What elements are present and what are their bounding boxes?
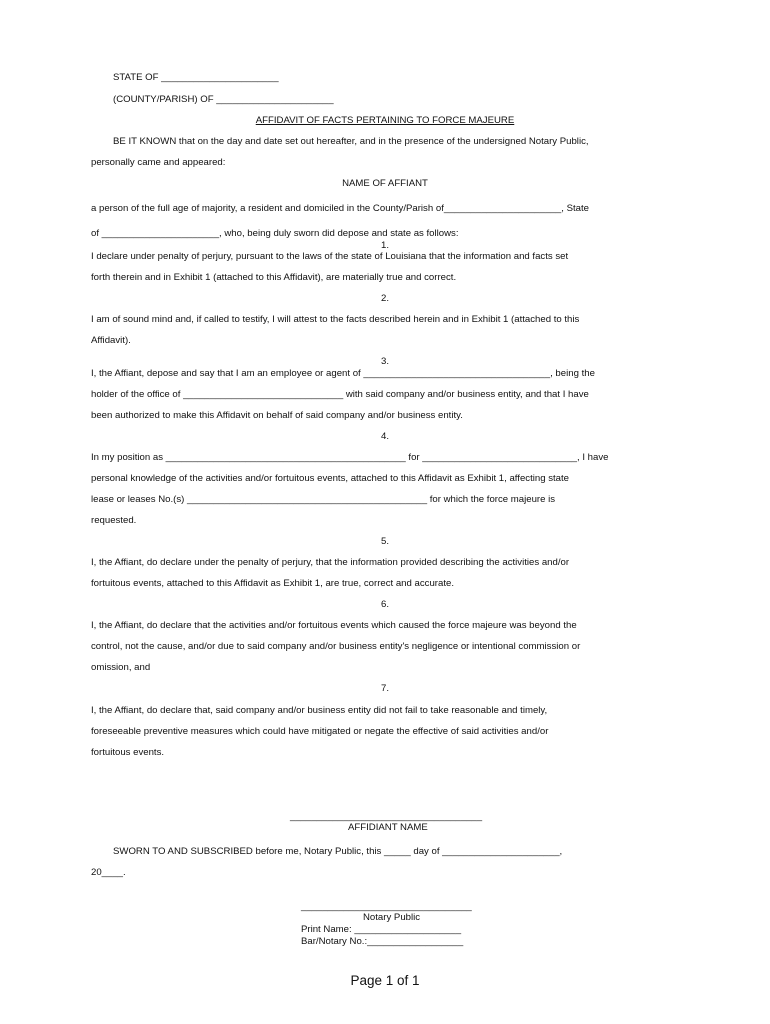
section-3-line-3: been authorized to make this Affidavit on behalf of said company and/or business entity. xyxy=(91,410,463,421)
section-5-line-1: I, the Affiant, do declare under the penalty of perjury, that the information provided describing the activities and/or xyxy=(91,557,570,568)
section-4-line-1: In my position as _____________________________________________ for _____________________________, I have xyxy=(91,452,609,463)
section-4-number: 4. xyxy=(380,431,389,442)
section-2-line-1: I am of sound mind and, if called to testify, I will attest to the facts described herein and in Exhibit 1 (attached to this xyxy=(91,314,580,325)
intro-line-4: of ______________________, who, being duly sworn did depose and state as follows: xyxy=(91,228,459,239)
affiant-signature-line: ____________________________________ xyxy=(290,811,483,822)
notary-public-label: Notary Public xyxy=(363,912,421,923)
section-2-number: 2. xyxy=(380,293,389,304)
section-3-number: 3. xyxy=(380,356,389,367)
section-3-line-1: I, the Affiant, depose and say that I am an employee or agent of ___________________________________, being the xyxy=(91,368,595,379)
section-1-line-1: I declare under penalty of perjury, pursuant to the laws of the state of Louisiana that the information and facts set xyxy=(91,251,569,262)
notary-bar-number: Bar/Notary No.:__________________ xyxy=(301,936,464,947)
section-4-line-4: requested. xyxy=(91,515,137,526)
section-7-number: 7. xyxy=(380,683,389,694)
intro-line-3: a person of the full age of majority, a resident and domiciled in the County/Parish of______________________, State xyxy=(91,203,589,214)
section-3-line-2: holder of the office of ______________________________ with said company and/or business entity, and that I have xyxy=(91,389,589,400)
section-6-number: 6. xyxy=(380,599,389,610)
intro-line-1: BE IT KNOWN that on the day and date set out hereafter, and in the presence of the undersigned Notary Public, xyxy=(113,136,589,147)
sworn-subscribed-line: SWORN TO AND SUBSCRIBED before me, Notary Public, this _____ day of ______________________, xyxy=(113,846,563,857)
affiant-name-label: AFFIDIANT NAME xyxy=(348,822,428,833)
section-7-line-1: I, the Affiant, do declare that, said company and/or business entity did not fail to take reasonable and timely, xyxy=(91,705,548,716)
year-line: 20____. xyxy=(91,867,126,878)
document-title: AFFIDAVIT OF FACTS PERTAINING TO FORCE MAJEURE xyxy=(255,115,515,126)
intro-line-2: personally came and appeared: xyxy=(91,157,226,168)
section-6-line-1: I, the Affiant, do declare that the activities and/or fortuitous events which caused the force majeure was beyond the xyxy=(91,620,577,631)
section-2-line-2: Affidavit). xyxy=(91,335,131,346)
affiant-heading: NAME OF AFFIANT xyxy=(342,178,428,189)
notary-signature-line: ________________________________ xyxy=(301,901,472,912)
section-4-line-2: personal knowledge of the activities and/or fortuitous events, attached to this Affidavit as Exhibit 1, affecting state xyxy=(91,473,570,484)
county-parish-line: (COUNTY/PARISH) OF ______________________ xyxy=(113,94,334,105)
section-7-line-3: fortuitous events. xyxy=(91,747,165,758)
section-5-number: 5. xyxy=(380,536,389,547)
section-6-line-3: omission, and xyxy=(91,662,151,673)
section-1-line-2: forth therein and in Exhibit 1 (attached to this Affidavit), are materially true and correct. xyxy=(91,272,457,283)
section-1-number: 1. xyxy=(380,240,389,251)
state-line: STATE OF ______________________ xyxy=(113,72,279,83)
page-number: Page 1 of 1 xyxy=(350,973,420,988)
section-5-line-2: fortuitous events, attached to this Affidavit as Exhibit 1, are true, correct and accurate. xyxy=(91,578,454,589)
section-7-line-2: foreseeable preventive measures which could have mitigated or negate the effective of said activities and/or xyxy=(91,726,549,737)
section-4-line-3: lease or leases No.(s) _____________________________________________ for which the force majeure is xyxy=(91,494,556,505)
notary-print-name: Print Name: ____________________ xyxy=(301,924,462,935)
section-6-line-2: control, not the cause, and/or due to said company and/or business entity's negligence or intentional commission or xyxy=(91,641,581,652)
